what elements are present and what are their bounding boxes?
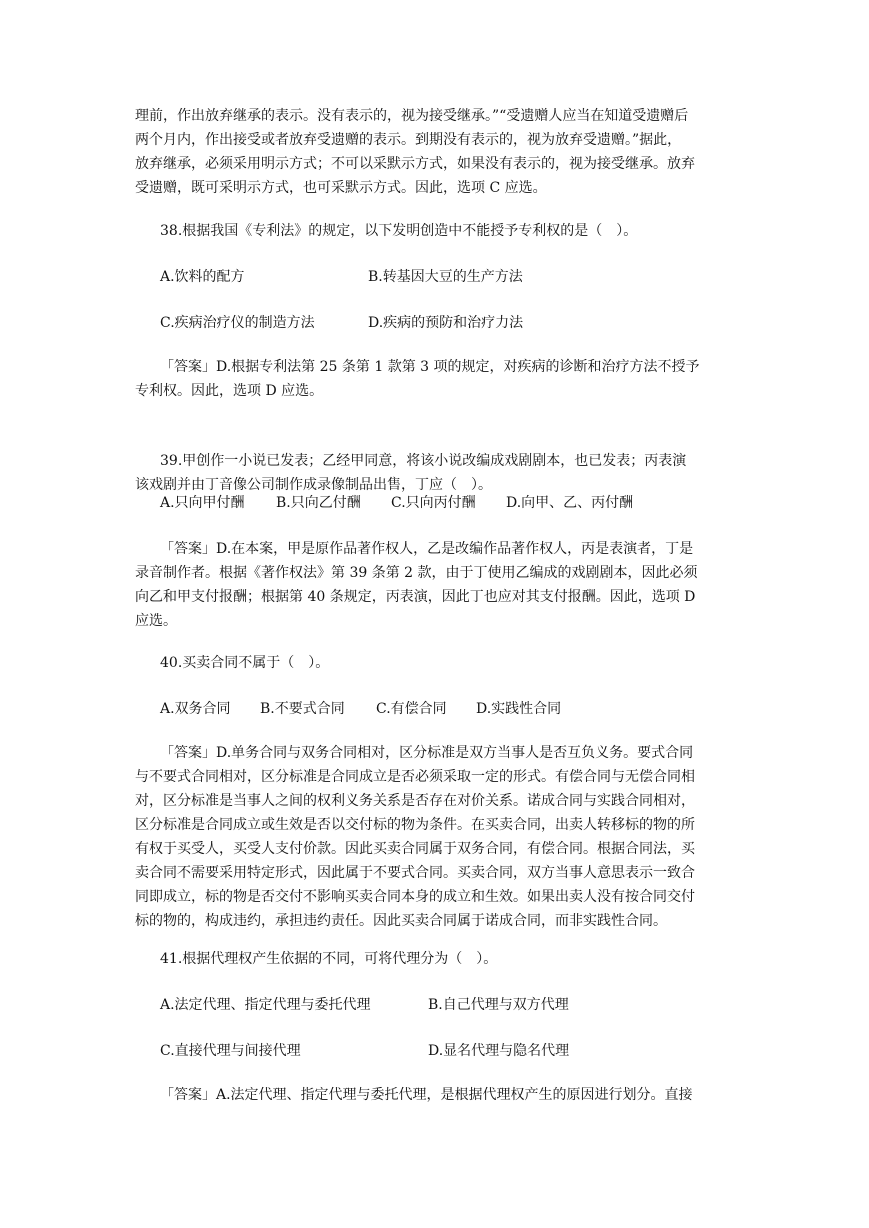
text-line: 应选。 [135,613,177,629]
text-line: 有权于买受人，买受人支付价款。因此买卖合同属于双务合同，有偿合同。根据合同法，买 [135,841,695,857]
text-line: 与不要式合同相对，区分标准是合同成立是否必须采取一定的形式。有偿合同与无偿合同相 [135,769,695,785]
q40-option-b: B.不要式合同 [260,701,345,717]
text-line: 同即成立，标的物是否交付不影响买卖合同本身的成立和生效。如果出卖人没有按合同交付 [135,889,695,905]
q38-answer-cont [135,379,735,403]
text-line: 两个月内，作出接受或者放弃受遗赠的表示。到期没有表示的，视为放弃受遗赠。”据此， [135,132,682,148]
question-38: 38.根据我国《专利法》的规定，以下发明创造中不能授予专利权的是（ ）。 [160,223,638,239]
text-line: 「答案」A.法定代理、指定代理与委托代理，是根据代理权产生的原因进行划分。直接 [160,1087,693,1103]
q38-option-a: A.饮料的配方 [160,269,245,285]
q41-option-c: C.直接代理与间接代理 [160,1043,301,1059]
text-line: 受遗赠，既可采明示方式，也可采默示方式。因此，选项 C 应选。 [135,180,547,196]
text-line: 向乙和甲支付报酬；根据第 40 条规定，丙表演，因此丁也应对其支付报酬。因此，选项 D [135,589,696,605]
q40-option-d: D.实践性合同 [476,701,562,717]
text-line: 「答案」D.根据专利法第 25 条第 1 款第 3 项的规定，对疾病的诊断和治疗方法不授予 [160,359,700,375]
q39-answer-cont [135,561,735,633]
q41-option-b: B.自己代理与双方代理 [428,997,569,1013]
question-39-line1 [160,449,760,473]
text-line: 专利权。因此，选项 D 应选。 [135,383,324,399]
q38-answer [160,355,760,379]
q40-option-a: A.双务合同 [160,701,231,717]
text-line: 区分标准是合同成立或生效是否以交付标的物为条件。在买卖合同，出卖人转移标的物的所 [135,817,695,833]
q41-answer [160,1083,760,1107]
text-line: 录音制作者。根据《著作权法》第 39 条第 2 款，由于丁使用乙编成的戏剧剧本，因此必须 [135,565,698,581]
q40-answer-cont [135,765,735,933]
q40-option-c: C.有偿合同 [376,701,447,717]
text-line: 该戏剧并由丁音像公司制作成录像制品出售，丁应（ ）。 [135,477,492,493]
text-line: 39.甲创作一小说已发表；乙经甲同意，将该小说改编成戏剧剧本，也已发表；丙表演 [160,453,687,469]
q41-option-a: A.法定代理、指定代理与委托代理 [160,997,371,1013]
text-line: 卖合同不需要采用特定形式，因此属于不要式合同。买卖合同，双方当事人意思表示一致合 [135,865,695,881]
q39-option-d: D.向甲、乙、丙付酬 [506,495,634,511]
text-line: 标的物的，构成违约，承担违约责任。因此买卖合同属于诺成合同，而非实践性合同。 [135,913,667,929]
text-line: 「答案」D.在本案，甲是原作品著作权人，乙是改编作品著作权人，丙是表演者，丁是 [160,541,694,557]
q39-answer [160,537,760,561]
text-line: 理前，作出放弃继承的表示。没有表示的，视为接受继承。”“受遗赠人应当在知道受遗赠后 [135,108,689,124]
intro-paragraph [135,104,735,200]
text-line: 「答案」D.单务合同与双务合同相对，区分标准是双方当事人是否互负义务。要式合同 [160,745,694,761]
q38-option-c: C.疾病治疗仪的制造方法 [160,315,315,331]
text-line: 对，区分标准是当事人之间的权利义务关系是否存在对价关系。诺成合同与实践合同相对， [135,793,695,809]
q38-option-b: B.转基因大豆的生产方法 [368,269,523,285]
q39-option-a: A.只向甲付酬 [160,495,245,511]
text-line: 放弃继承，必须采用明示方式；不可以采默示方式，如果没有表示的，视为接受继承。放弃 [135,156,695,172]
q38-option-d: D.疾病的预防和治疗力法 [368,315,524,331]
q39-option-b: B.只向乙付酬 [276,495,361,511]
q41-option-d: D.显名代理与隐名代理 [428,1043,570,1059]
question-41: 41.根据代理权产生依据的不同，可将代理分为（ ）。 [160,951,498,967]
q40-answer [160,741,760,765]
question-40: 40.买卖合同不属于（ ）。 [160,655,330,671]
q39-option-c: C.只向丙付酬 [391,495,476,511]
